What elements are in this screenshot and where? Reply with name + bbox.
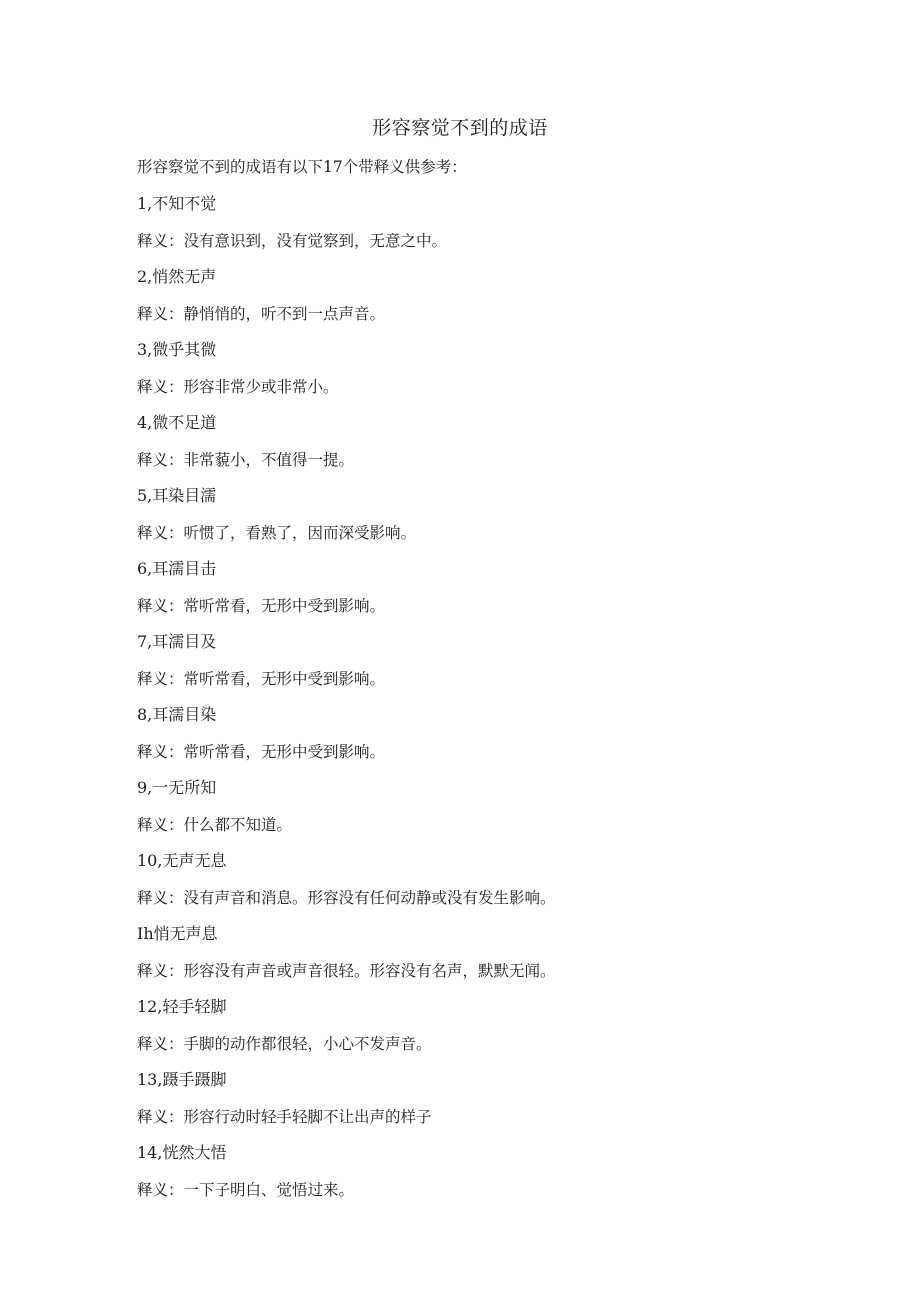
list-item <box>137 484 837 557</box>
intro-paragraph: 形容察觉不到的成语有以下17个带释义供参考： <box>137 158 467 176</box>
idiom-heading: 2,悄然无声 <box>137 267 217 286</box>
list-item <box>137 922 837 995</box>
idiom-definition: 释义：形容没有声音或声音很轻。形容没有名声，默默无闻。 <box>137 961 556 980</box>
idiom-list <box>137 192 837 1214</box>
idiom-definition: 释义：没有声音和消息。形容没有任何动静或没有发生影响。 <box>137 888 556 907</box>
idiom-definition: 释义：形容行动时轻手轻脚不让出声的样子 <box>137 1107 432 1126</box>
idiom-definition: 释义：常听常看，无形中受到影响。 <box>137 742 386 761</box>
idiom-definition: 释义：什么都不知道。 <box>137 815 293 834</box>
idiom-heading: 9,一无所知 <box>137 778 217 797</box>
list-item <box>137 557 837 630</box>
list-item <box>137 995 837 1068</box>
list-item <box>137 776 837 849</box>
idiom-heading: 1,不知不觉 <box>137 194 217 213</box>
idiom-definition: 释义：静悄悄的，听不到一点声音。 <box>137 304 386 323</box>
idiom-heading: 6,耳濡目击 <box>137 559 217 578</box>
idiom-heading: 12,轻手轻脚 <box>137 997 227 1016</box>
list-item <box>137 265 837 338</box>
idiom-heading: 3,微乎其微 <box>137 340 217 359</box>
idiom-heading: 8,耳濡目染 <box>137 705 217 724</box>
idiom-definition: 释义：非常藐小，不值得一提。 <box>137 450 355 469</box>
list-item <box>137 849 837 922</box>
idiom-definition: 释义：手脚的动作都很轻，小心不发声音。 <box>137 1034 432 1053</box>
list-item <box>137 1141 837 1214</box>
idiom-definition: 释义：一下子明白、觉悟过来。 <box>137 1180 355 1199</box>
idiom-heading: 4,微不足道 <box>137 413 217 432</box>
list-item <box>137 338 837 411</box>
list-item <box>137 703 837 776</box>
idiom-definition: 释义：没有意识到，没有觉察到，无意之中。 <box>137 231 448 250</box>
idiom-heading: 10,无声无息 <box>137 851 227 870</box>
list-item <box>137 630 837 703</box>
idiom-heading: 13,蹑手蹑脚 <box>137 1070 227 1089</box>
page-title: 形容察觉不到的成语 <box>372 117 548 139</box>
idiom-definition: 释义：听惯了，看熟了，因而深受影响。 <box>137 523 417 542</box>
list-item <box>137 192 837 265</box>
idiom-definition: 释义：形容非常少或非常小。 <box>137 377 339 396</box>
list-item <box>137 411 837 484</box>
idiom-heading: 14,恍然大悟 <box>137 1143 227 1162</box>
idiom-definition: 释义：常听常看，无形中受到影响。 <box>137 596 386 615</box>
idiom-definition: 释义：常听常看，无形中受到影响。 <box>137 669 386 688</box>
idiom-heading: 7,耳濡目及 <box>137 632 217 651</box>
list-item <box>137 1068 837 1141</box>
idiom-heading: 5,耳染目濡 <box>137 486 217 505</box>
idiom-heading: Ih悄无声息 <box>137 924 218 943</box>
